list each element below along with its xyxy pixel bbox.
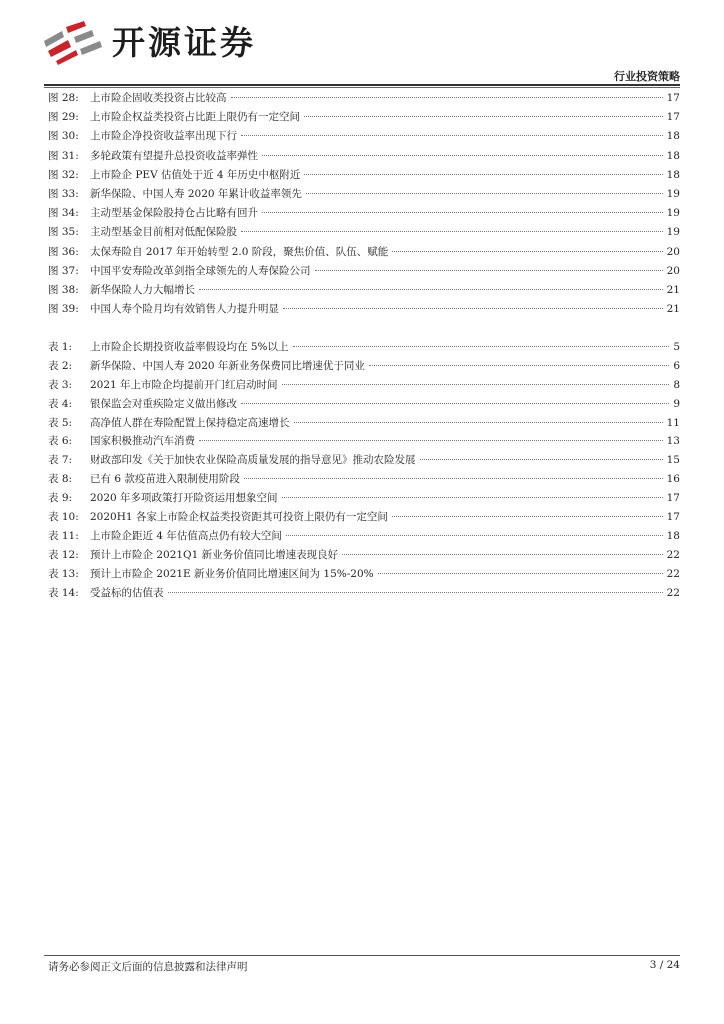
- toc-entry-number: 表 7:: [48, 454, 73, 467]
- toc-entry-number: 表 5:: [48, 416, 73, 429]
- toc-entry-title: 上市险企权益类投资占比距上限仍有一定空间: [90, 111, 300, 124]
- toc-entry-number: 图 39:: [48, 303, 79, 316]
- toc-entry-number: 表 13:: [48, 567, 79, 580]
- dot-leader: [282, 384, 670, 385]
- figure-index-entry[interactable]: [48, 301, 680, 320]
- toc-entry-number: 图 29:: [48, 111, 79, 124]
- dot-leader: [283, 308, 663, 309]
- toc-entry-page: 17: [666, 111, 680, 124]
- dot-leader: [294, 422, 663, 423]
- toc-entry-title: 银保监会对重疾险定义做出修改: [90, 397, 237, 410]
- toc-entry-title: 财政部印发《关于加快农业保险高质量发展的指导意见》推动农险发展: [90, 454, 416, 467]
- toc-entry-number: 表 1:: [48, 341, 73, 353]
- dot-leader: [241, 231, 663, 232]
- dot-leader: [306, 193, 663, 194]
- toc-entry-title: 受益标的估值表: [90, 586, 164, 599]
- toc-entry-page: 18: [666, 168, 680, 181]
- figure-index-entry[interactable]: [48, 167, 680, 186]
- toc-entry-number: 表 3:: [48, 378, 73, 391]
- toc-entry-page: 6: [673, 359, 680, 372]
- dot-leader: [392, 251, 662, 252]
- dot-leader: [342, 554, 662, 555]
- dot-leader: [199, 440, 663, 441]
- brand-logo: [40, 20, 256, 66]
- toc-entry-title: 国家积极推动汽车消费: [90, 435, 195, 448]
- toc-entry-number: 图 32:: [48, 168, 79, 181]
- table-index-entry[interactable]: [48, 377, 680, 396]
- toc-entry-title: 2020H1 各家上市险企权益类投资距其可投资上限仍有一定空间: [90, 511, 388, 524]
- toc-entry-number: 图 28:: [48, 92, 79, 104]
- dot-leader: [241, 403, 669, 404]
- table-index-entry[interactable]: [48, 433, 680, 452]
- table-index-entry[interactable]: [48, 547, 680, 566]
- toc-entry-number: 图 36:: [48, 245, 79, 258]
- toc-entry-page: 22: [666, 586, 680, 599]
- dot-leader: [293, 346, 670, 347]
- toc-entry-page: 5: [673, 341, 680, 353]
- footer-divider: [44, 955, 680, 956]
- figure-index-entry[interactable]: [48, 109, 680, 128]
- toc-entry-page: 17: [666, 492, 680, 505]
- dot-leader: [282, 497, 663, 498]
- toc-entry-page: 19: [666, 226, 680, 239]
- table-index-entry[interactable]: [48, 490, 680, 509]
- toc-entry-number: 图 34:: [48, 207, 79, 220]
- toc-entry-number: 表 8:: [48, 473, 73, 486]
- toc-entry-page: 22: [666, 548, 680, 561]
- dot-leader: [262, 212, 663, 213]
- figure-index-entry[interactable]: [48, 128, 680, 147]
- toc-entry-title: 上市险企固收类投资占比较高: [90, 92, 227, 104]
- figure-index-entry[interactable]: [48, 224, 680, 243]
- toc-entry-page: 19: [666, 187, 680, 200]
- table-index-entry[interactable]: [48, 415, 680, 434]
- toc-entry-title: 多轮政策有望提升总投资收益率弹性: [90, 149, 258, 162]
- figure-index-entry[interactable]: [48, 90, 680, 109]
- toc-entry-page: 21: [666, 283, 680, 296]
- toc-entry-title: 上市险企净投资收益率出现下行: [90, 130, 237, 143]
- toc-entry-title: 新华保险、中国人寿 2020 年累计收益率领先: [90, 187, 302, 200]
- dot-leader: [304, 116, 663, 117]
- kaiyuan-logo-icon: [40, 21, 104, 65]
- toc-entry-page: 15: [666, 454, 680, 467]
- toc-entry-title: 新华保险、中国人寿 2020 年新业务保费同比增速优于同业: [90, 359, 365, 372]
- figure-index-entry[interactable]: [48, 205, 680, 224]
- figure-index-entry[interactable]: [48, 282, 680, 301]
- toc-entry-number: 表 4:: [48, 397, 73, 410]
- toc-entry-title: 上市险企 PEV 估值处于近 4 年历史中枢附近: [90, 168, 301, 181]
- header-divider-thin: [44, 87, 680, 88]
- footer-disclaimer: 请务必参阅正文后面的信息披露和法律声明: [48, 961, 248, 973]
- table-index-entry[interactable]: [48, 358, 680, 377]
- toc-entry-title: 主动型基金目前相对低配保险股: [90, 226, 237, 239]
- figure-index-entry[interactable]: [48, 244, 680, 263]
- toc-entry-number: 表 9:: [48, 492, 73, 505]
- toc-entry-title: 新华保险人力大幅增长: [90, 283, 195, 296]
- toc-entry-number: 图 30:: [48, 130, 79, 143]
- toc-entry-title: 已有 6 款疫苗进入限制使用阶段: [90, 473, 240, 486]
- toc-entry-page: 11: [666, 416, 680, 429]
- dot-leader: [392, 516, 663, 517]
- dot-leader: [286, 535, 663, 536]
- toc-entry-number: 图 33:: [48, 187, 79, 200]
- dot-leader: [241, 135, 663, 136]
- figure-index-list: [48, 90, 680, 320]
- toc-entry-page: 18: [666, 149, 680, 162]
- toc-entry-title: 高净值人群在寿险配置上保持稳定高速增长: [90, 416, 290, 429]
- toc-entry-page: 18: [666, 529, 680, 542]
- dot-leader: [315, 270, 663, 271]
- toc-entry-title: 2020 年多项政策打开险资运用想象空间: [90, 492, 278, 505]
- toc-entry-number: 表 2:: [48, 359, 73, 372]
- toc-entry-title: 2021 年上市险企均提前开门红启动时间: [90, 378, 278, 391]
- table-index-list: [48, 339, 680, 603]
- figure-index-entry[interactable]: [48, 186, 680, 205]
- toc-entry-title: 太保寿险自 2017 年开始转型 2.0 阶段，聚焦价值、队伍、赋能: [90, 245, 389, 258]
- toc-entry-title: 预计上市险企 2021Q1 新业务价值同比增速表现良好: [90, 548, 339, 561]
- table-index-entry[interactable]: [48, 339, 680, 358]
- toc-entry-page: 17: [666, 92, 680, 104]
- toc-entry-title: 主动型基金保险股持仓占比略有回升: [90, 207, 258, 220]
- toc-entry-number: 表 14:: [48, 586, 79, 599]
- toc-entry-page: 20: [666, 245, 680, 258]
- toc-entry-number: 图 35:: [48, 226, 79, 239]
- toc-entry-title: 上市险企长期投资收益率假设均在 5%以上: [90, 341, 289, 353]
- table-index-entry[interactable]: [48, 585, 680, 604]
- toc-entry-number: 图 37:: [48, 264, 79, 277]
- table-index-entry[interactable]: [48, 566, 680, 585]
- toc-entry-page: 20: [666, 264, 680, 277]
- table-index-entry[interactable]: [48, 528, 680, 547]
- dot-leader: [420, 459, 663, 460]
- toc-entry-page: 8: [673, 378, 680, 391]
- toc-entry-number: 表 11:: [48, 529, 79, 542]
- figure-index-entry[interactable]: [48, 263, 680, 282]
- dot-leader: [231, 97, 663, 98]
- dot-leader: [168, 592, 663, 593]
- page-indicator: 3 / 24: [649, 959, 680, 971]
- dot-leader: [369, 365, 669, 366]
- dot-leader: [304, 174, 662, 175]
- toc-entry-page: 13: [666, 435, 680, 448]
- toc-entry-number: 表 12:: [48, 548, 79, 561]
- toc-entry-page: 18: [666, 130, 680, 143]
- toc-entry-title: 预计上市险企 2021E 新业务价值同比增速区间为 15%-20%: [90, 567, 374, 580]
- toc-entry-page: 9: [673, 397, 680, 410]
- header-divider: [44, 84, 680, 86]
- toc-entry-page: 16: [666, 473, 680, 486]
- toc-entry-page: 22: [666, 567, 680, 580]
- table-index-entry[interactable]: [48, 471, 680, 490]
- toc-entry-number: 图 38:: [48, 283, 79, 296]
- brand-name: 开源证券: [112, 23, 256, 62]
- toc-entry-page: 21: [666, 303, 680, 316]
- dot-leader: [244, 478, 663, 479]
- toc-entry-page: 19: [666, 207, 680, 220]
- dot-leader: [378, 573, 663, 574]
- table-index-entry[interactable]: [48, 452, 680, 471]
- toc-entry-title: 上市险企距近 4 年估值高点仍有较大空间: [90, 529, 282, 542]
- table-index-entry[interactable]: [48, 396, 680, 415]
- toc-entry-number: 表 10:: [48, 511, 79, 524]
- toc-entry-number: 图 31:: [48, 149, 79, 162]
- toc-entry-title: 中国平安寿险改革剑指全球领先的人寿保险公司: [90, 264, 311, 277]
- toc-entry-title: 中国人寿个险月均有效销售人力提升明显: [90, 303, 279, 316]
- toc-entry-page: 17: [666, 511, 680, 524]
- figure-index-entry[interactable]: [48, 148, 680, 167]
- dot-leader: [199, 289, 663, 290]
- dot-leader: [262, 155, 663, 156]
- toc-entry-number: 表 6:: [48, 435, 73, 448]
- report-type-label: 行业投资策略: [614, 70, 680, 83]
- table-index-entry[interactable]: [48, 509, 680, 528]
